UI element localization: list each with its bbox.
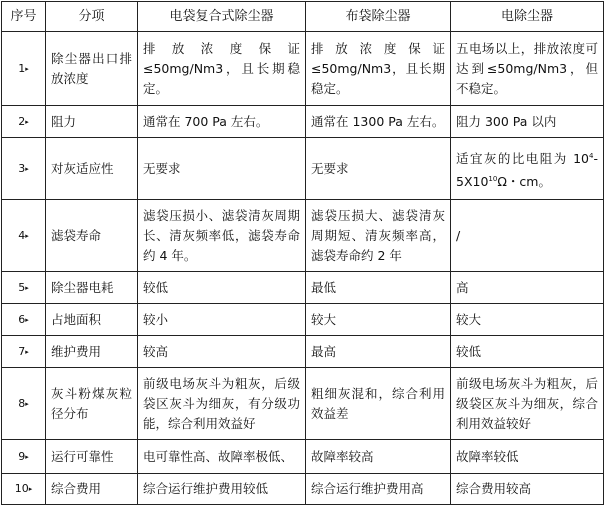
header-electrobag: 电袋复合式除尘器: [138, 2, 306, 32]
cell-electrobag: 较低: [138, 272, 306, 304]
row-number: 1▸: [2, 32, 46, 106]
cell-electrobag: 前级电场灰斗为粗灰，后级袋区灰斗为细灰，有分级功能，综合利用效益好: [138, 368, 306, 440]
cell-esp: 前级电场灰斗为粗灰，后级袋区灰斗为细灰，综合利用效益较好: [451, 368, 604, 440]
row-item: 对灰适应性: [46, 138, 138, 200]
cell-electrobag: 较小: [138, 304, 306, 336]
cell-electrobag: 排放浓度保证≤50mg/Nm3，且长期稳定。: [138, 32, 306, 106]
header-num: 序号: [2, 2, 46, 32]
cell-bag: 最高: [306, 336, 451, 368]
row-item: 除尘器出口排放浓度: [46, 32, 138, 106]
cell-electrobag: 滤袋压损小、滤袋清灰周期长、清灰频率低，滤袋寿命约 4 年。: [138, 200, 306, 272]
row-number: 4▸: [2, 200, 46, 272]
table-row: [2, 138, 604, 200]
cell-esp: /: [451, 200, 604, 272]
table-row: [2, 368, 604, 440]
cell-bag: 较大: [306, 304, 451, 336]
cell-electrobag: 无要求: [138, 138, 306, 200]
table-row: [2, 336, 604, 368]
header-item: 分项: [46, 2, 138, 32]
cell-esp: 较大: [451, 304, 604, 336]
cell-bag: 滤袋压损大、滤袋清灰周期短、清灰频率高，滤袋寿命约 2 年: [306, 200, 451, 272]
cell-esp: 高: [451, 272, 604, 304]
row-item: 灰斗粉煤灰粒径分布: [46, 368, 138, 440]
row-item: 维护费用: [46, 336, 138, 368]
table-row: [2, 272, 604, 304]
cell-esp: 故障率较低: [451, 440, 604, 474]
cell-electrobag: 较高: [138, 336, 306, 368]
row-item: 除尘器电耗: [46, 272, 138, 304]
cell-electrobag: 综合运行维护费用较低: [138, 474, 306, 505]
cell-bag: 粗细灰混和，综合利用效益差: [306, 368, 451, 440]
cell-esp: 较低: [451, 336, 604, 368]
cell-bag: 通常在 1300 Pa 左右。: [306, 106, 451, 138]
cell-bag: 排放浓度保证≤50mg/Nm3，且长期稳定。: [306, 32, 451, 106]
cell-bag: 无要求: [306, 138, 451, 200]
row-item: 运行可靠性: [46, 440, 138, 474]
cell-bag: 最低: [306, 272, 451, 304]
header-esp: 电除尘器: [451, 2, 604, 32]
row-number: 7▸: [2, 336, 46, 368]
cell-esp: 五电场以上，排放浓度可达到≤50mg/Nm3，但不稳定。: [451, 32, 604, 106]
header-bag: 布袋除尘器: [306, 2, 451, 32]
table-row: [2, 440, 604, 474]
comparison-table: [1, 1, 604, 505]
cell-esp: 综合费用较高: [451, 474, 604, 505]
table-row: [2, 200, 604, 272]
row-number: 6▸: [2, 304, 46, 336]
cell-bag: 综合运行维护费用高: [306, 474, 451, 505]
table-row: [2, 32, 604, 106]
cell-bag: 故障率较高: [306, 440, 451, 474]
row-number: 9▸: [2, 440, 46, 474]
cell-esp: 阻力 300 Pa 以内: [451, 106, 604, 138]
table-row: [2, 474, 604, 505]
row-item: 综合费用: [46, 474, 138, 505]
row-item: 滤袋寿命: [46, 200, 138, 272]
row-number: 5▸: [2, 272, 46, 304]
row-number: 10▸: [2, 474, 46, 505]
row-item: 占地面积: [46, 304, 138, 336]
row-number: 8▸: [2, 368, 46, 440]
cell-electrobag: 通常在 700 Pa 左右。: [138, 106, 306, 138]
table-row: [2, 304, 604, 336]
cell-electrobag: 电可靠性高、故障率极低、: [138, 440, 306, 474]
header-row: [2, 2, 604, 32]
row-item: 阻力: [46, 106, 138, 138]
table-row: [2, 106, 604, 138]
cell-esp: 适宜灰的比电阻为 $10^4-5X10^{10}\Omega$・cm。: [451, 138, 604, 200]
row-number: 3▸: [2, 138, 46, 200]
row-number: 2▸: [2, 106, 46, 138]
